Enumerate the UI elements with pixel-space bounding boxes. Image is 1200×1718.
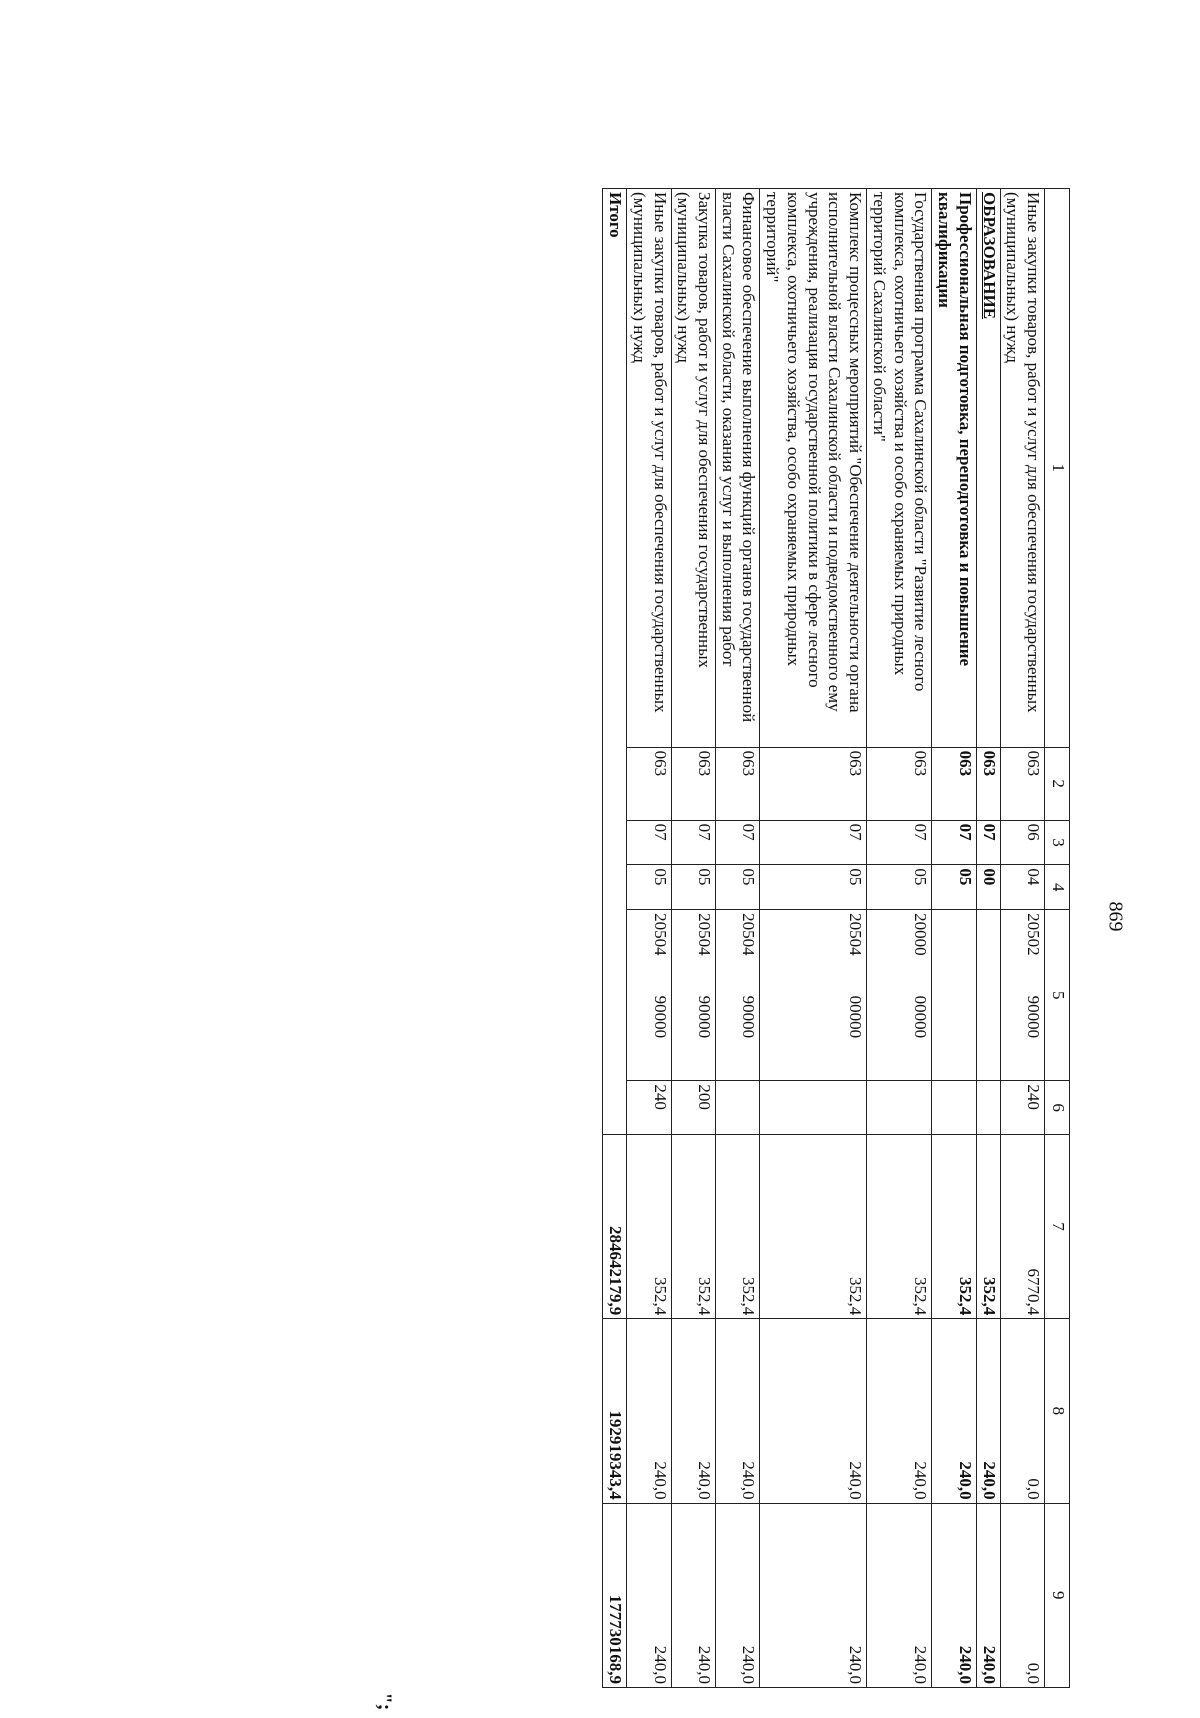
- budget-table: [602, 188, 1070, 1688]
- row-amount-year1-cell: 352,4: [671, 1134, 715, 1318]
- header-col-9: 9: [1045, 1503, 1070, 1687]
- header-col-2: 2: [1045, 747, 1070, 820]
- row-name-cell: Финансовое обеспечение выполнения функций органов государственной власти Сахалинской области, оказания услуг и выполнения работ: [715, 189, 759, 748]
- row-target-code-cell: [932, 910, 976, 1081]
- row-amount-year1-cell: 6770,4: [1000, 1134, 1044, 1318]
- row-subsection-code-cell: 05: [627, 865, 671, 910]
- table-row: [976, 189, 1000, 1688]
- table-header-row: [1045, 189, 1070, 1688]
- row-amount-year3-cell: 240,0: [627, 1503, 671, 1687]
- row-section-code-cell: 06: [1000, 820, 1044, 865]
- row-expense-type-cell: 200: [671, 1081, 715, 1134]
- row-amount-year2-cell: 240,0: [671, 1319, 715, 1503]
- row-amount-year2-cell: 0,0: [1000, 1319, 1044, 1503]
- target-code-direction-part: 00000: [911, 995, 931, 1039]
- row-admin-code-cell: 063: [671, 747, 715, 820]
- row-target-code-cell: [671, 910, 715, 1081]
- header-col-6: 6: [1045, 1081, 1070, 1134]
- row-name-cell: ОБРАЗОВАНИЕ: [976, 189, 1000, 748]
- row-amount-year1-cell: 352,4: [760, 1134, 867, 1318]
- target-code-program-part: 20504: [694, 913, 714, 956]
- row-target-code-cell: [627, 910, 671, 1081]
- row-subsection-code-cell: 05: [867, 865, 932, 910]
- trailing-quote-mark: ";: [373, 1692, 396, 1711]
- row-target-code-cell: [976, 910, 1000, 1081]
- row-subsection-code-cell: 05: [932, 865, 976, 910]
- row-expense-type-cell: [932, 1081, 976, 1134]
- total-amount-year3: 177730168,9: [603, 1503, 627, 1687]
- row-target-code-cell: [760, 910, 867, 1081]
- row-expense-type-cell: [976, 1081, 1000, 1134]
- row-section-code-cell: 07: [627, 820, 671, 865]
- row-amount-year3-cell: 240,0: [932, 1503, 976, 1687]
- header-col-4: 4: [1045, 865, 1070, 910]
- row-section-code-cell: 07: [932, 820, 976, 865]
- row-admin-code-cell: 063: [627, 747, 671, 820]
- target-code-program-part: 20502: [1024, 913, 1043, 956]
- target-code-direction-part: 90000: [650, 995, 670, 1039]
- row-expense-type-cell: [867, 1081, 932, 1134]
- page-number: 869: [1104, 901, 1127, 932]
- row-amount-year2-cell: 240,0: [760, 1319, 867, 1503]
- row-name-cell: Иные закупки товаров, работ и услуг для обеспечения государственных (муниципальных) нужд: [627, 189, 671, 748]
- row-subsection-code-cell: 05: [671, 865, 715, 910]
- row-admin-code-cell: 063: [1000, 747, 1044, 820]
- row-amount-year2-cell: 240,0: [867, 1319, 932, 1503]
- table-row: [867, 189, 932, 1688]
- row-name-cell: Закупка товаров, работ и услуг для обеспечения государственных (муниципальных) нужд: [671, 189, 715, 748]
- row-section-code-cell: 07: [760, 820, 867, 865]
- header-col-3: 3: [1045, 820, 1070, 865]
- row-amount-year3-cell: 240,0: [715, 1503, 759, 1687]
- target-code-program-part: 20504: [650, 913, 670, 956]
- row-expense-type-cell: [715, 1081, 759, 1134]
- row-admin-code-cell: 063: [760, 747, 867, 820]
- row-section-code-cell: 07: [976, 820, 1000, 865]
- row-amount-year2-cell: 240,0: [976, 1319, 1000, 1503]
- table-total-row: [603, 189, 627, 1688]
- row-expense-type-cell: 240: [627, 1081, 671, 1134]
- row-subsection-code-cell: 05: [715, 865, 759, 910]
- row-amount-year2-cell: 240,0: [715, 1319, 759, 1503]
- row-subsection-code-cell: 00: [976, 865, 1000, 910]
- budget-table-container: [380, 188, 1070, 1688]
- row-amount-year3-cell: 240,0: [671, 1503, 715, 1687]
- target-code-program-part: 20504: [739, 913, 759, 956]
- row-expense-type-cell: [760, 1081, 867, 1134]
- row-target-code-cell: [1000, 910, 1044, 1081]
- table-row: [760, 189, 867, 1688]
- table-row: [671, 189, 715, 1688]
- total-label: Итого: [603, 189, 627, 1135]
- row-section-code-cell: 07: [671, 820, 715, 865]
- target-code-direction-part: 00000: [846, 995, 866, 1039]
- header-col-8: 8: [1045, 1319, 1070, 1503]
- row-name-cell: Профессиональная подготовка, переподготовка и повышение квалификации: [932, 189, 976, 748]
- row-amount-year3-cell: 240,0: [976, 1503, 1000, 1687]
- target-code-program-part: 20504: [846, 913, 866, 956]
- header-col-5: 5: [1045, 910, 1070, 1081]
- row-admin-code-cell: 063: [976, 747, 1000, 820]
- row-name-cell: Иные закупки товаров, работ и услуг для обеспечения государственных (муниципальных) нужд: [1000, 189, 1044, 748]
- row-section-code-cell: 07: [715, 820, 759, 865]
- total-amount-year1: 284642179,9: [603, 1134, 627, 1318]
- header-col-7: 7: [1045, 1134, 1070, 1318]
- row-amount-year3-cell: 240,0: [760, 1503, 867, 1687]
- row-section-code-cell: 07: [867, 820, 932, 865]
- row-subsection-code-cell: 05: [760, 865, 867, 910]
- header-col-1: 1: [1045, 189, 1070, 748]
- row-amount-year1-cell: 352,4: [932, 1134, 976, 1318]
- row-admin-code-cell: 063: [867, 747, 932, 820]
- row-target-code-cell: [715, 910, 759, 1081]
- row-amount-year1-cell: 352,4: [715, 1134, 759, 1318]
- table-row: [1000, 189, 1044, 1688]
- table-row: [932, 189, 976, 1688]
- row-amount-year2-cell: 240,0: [932, 1319, 976, 1503]
- table-row: [715, 189, 759, 1688]
- row-amount-year3-cell: 0,0: [1000, 1503, 1044, 1687]
- row-amount-year1-cell: 352,4: [976, 1134, 1000, 1318]
- target-code-direction-part: 90000: [694, 995, 714, 1039]
- row-amount-year1-cell: 352,4: [867, 1134, 932, 1318]
- target-code-direction-part: 90000: [1024, 995, 1043, 1039]
- row-name-cell: Государственная программа Сахалинской области "Развитие лесного комплекса, охотничьего хозяйства и особо охраняемых природных территорий Сахалинской области": [867, 189, 932, 748]
- row-subsection-code-cell: 04: [1000, 865, 1044, 910]
- row-amount-year2-cell: 240,0: [627, 1319, 671, 1503]
- row-amount-year3-cell: 240,0: [867, 1503, 932, 1687]
- row-target-code-cell: [867, 910, 932, 1081]
- target-code-direction-part: 90000: [739, 995, 759, 1039]
- row-expense-type-cell: 240: [1000, 1081, 1044, 1134]
- target-code-program-part: 20000: [911, 913, 931, 956]
- row-admin-code-cell: 063: [715, 747, 759, 820]
- total-amount-year2: 192919343,4: [603, 1319, 627, 1503]
- table-row: [627, 189, 671, 1688]
- row-admin-code-cell: 063: [932, 747, 976, 820]
- row-name-cell: Комплекс процессных мероприятий "Обеспечение деятельности органа исполнительной власти Сахалинской области и подведомственного ему учреждения, реализация государственной политики в сфере лесного комплекса, охотничьего хозяйства, особо охраняемых природных территорий": [760, 189, 867, 748]
- row-amount-year1-cell: 352,4: [627, 1134, 671, 1318]
